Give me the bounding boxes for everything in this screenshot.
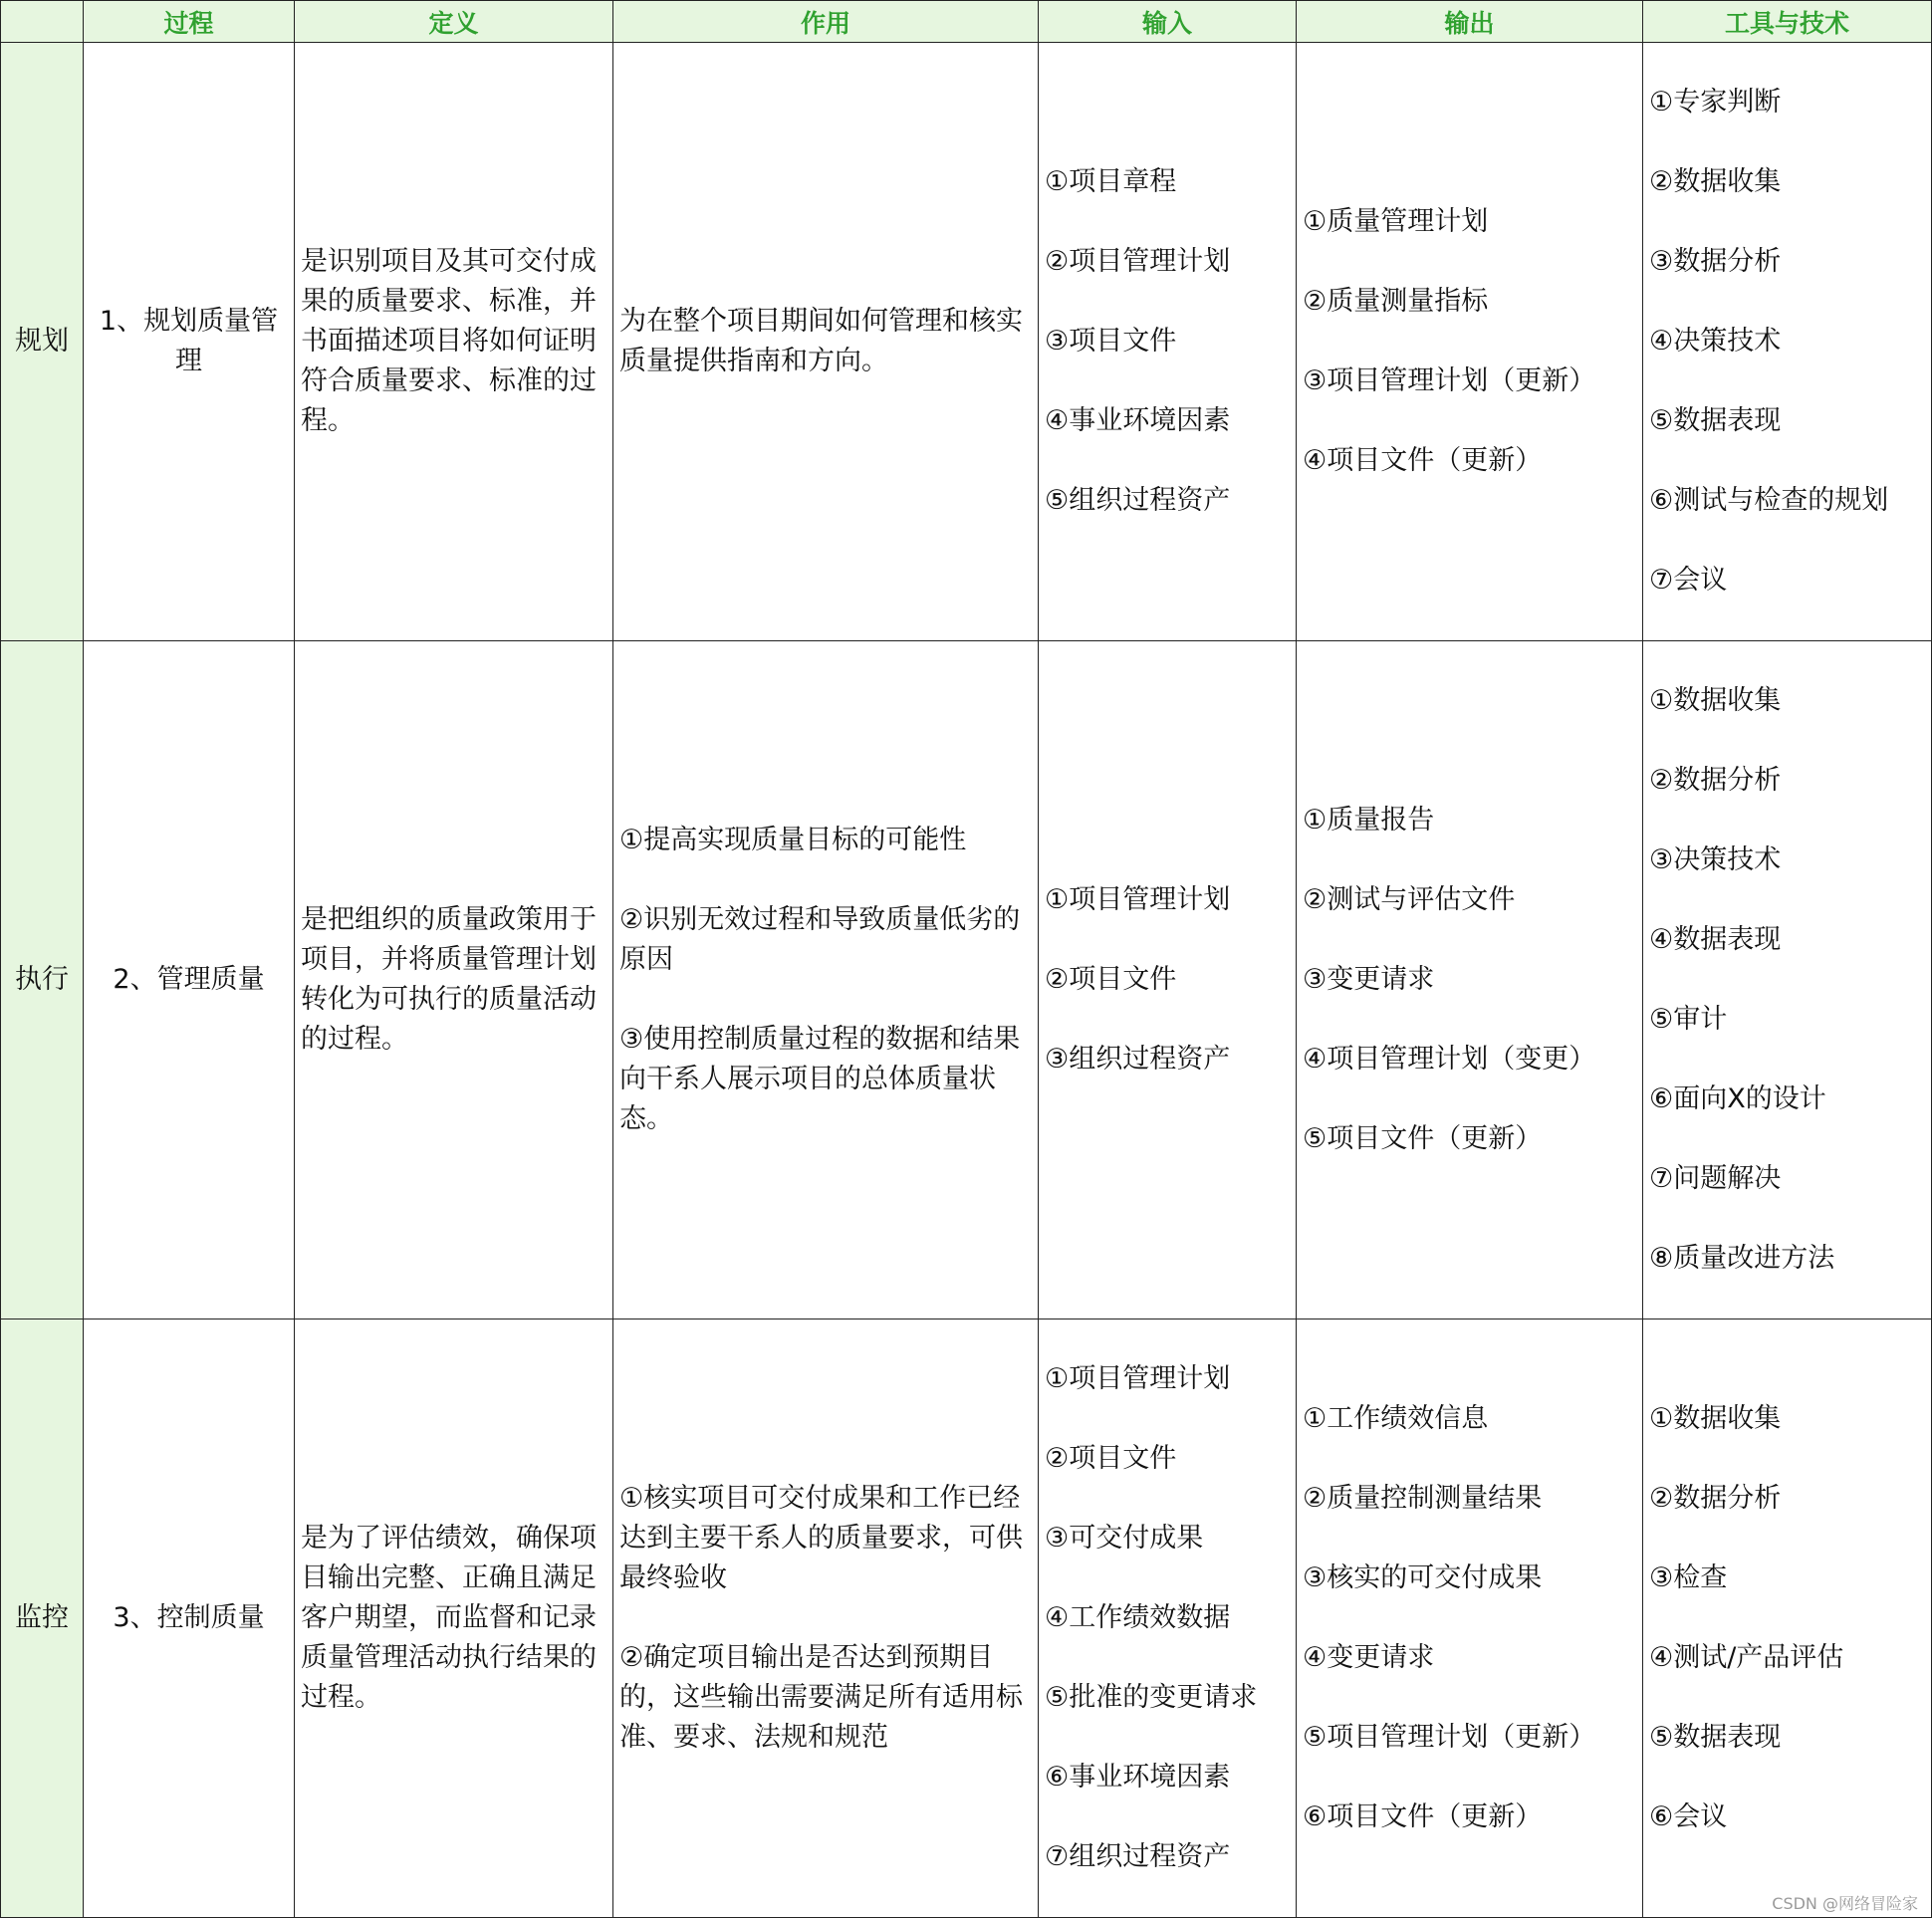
inputs-cell (1039, 43, 1297, 641)
table-row (1, 641, 1932, 1319)
outputs-cell (1297, 641, 1643, 1319)
list-item: ①质量管理计划 (1303, 206, 1489, 237)
list-item: ④项目文件（更新） (1303, 445, 1543, 476)
list-item: ⑥会议 (1649, 1801, 1728, 1832)
list-item: ⑥项目文件（更新） (1303, 1801, 1543, 1832)
list-item: ⑤审计 (1649, 1004, 1728, 1035)
list-item: ④数据表现 (1649, 924, 1782, 955)
list-item: ②项目文件 (1045, 1443, 1177, 1474)
header-inputs: 输入 (1039, 1, 1297, 43)
list-item: ②识别无效过程和导致质量低劣的原因 (619, 904, 1021, 975)
definition-cell: 是识别项目及其可交付成果的质量要求、标准，并书面描述项目将如何证明符合质量要求、标准的过程。 (295, 43, 613, 641)
list-item: ③变更请求 (1303, 964, 1435, 995)
list-item: ①项目管理计划 (1045, 1363, 1231, 1394)
list-item: ②质量控制测量结果 (1303, 1483, 1543, 1514)
role-cell (613, 641, 1039, 1319)
list-item: ③可交付成果 (1045, 1523, 1204, 1554)
list-item: ①项目章程 (1045, 166, 1177, 197)
list-item: ⑤项目文件（更新） (1303, 1123, 1543, 1154)
list-item: ③组织过程资产 (1045, 1044, 1231, 1075)
list-item: ④工作绩效数据 (1045, 1602, 1231, 1633)
list-item: ②数据分析 (1649, 765, 1782, 796)
list-item: ③决策技术 (1649, 844, 1782, 875)
stage-cell: 监控 (1, 1319, 84, 1918)
process-cell: 1、规划质量管理 (84, 43, 295, 641)
list-item: ③数据分析 (1649, 246, 1782, 277)
list-item: ③项目文件 (1045, 326, 1177, 357)
list-item: ④变更请求 (1303, 1642, 1435, 1673)
list-item: ①项目管理计划 (1045, 884, 1231, 915)
list-item: ⑤数据表现 (1649, 1722, 1782, 1753)
list-item: ⑥事业环境因素 (1045, 1762, 1231, 1793)
list-item: ②项目文件 (1045, 964, 1177, 995)
list-item: ①核实项目可交付成果和工作已经达到主要干系人的质量要求，可供最终验收 (619, 1483, 1023, 1593)
process-cell: 3、控制质量 (84, 1319, 295, 1918)
list-item: ⑦问题解决 (1649, 1163, 1782, 1194)
list-item: ④项目管理计划（变更） (1303, 1044, 1596, 1075)
role-cell: 为在整个项目期间如何管理和核实质量提供指南和方向。 (613, 43, 1039, 641)
list-item: ②确定项目输出是否达到预期目的，这些输出需要满足所有适用标准、要求、法规和规范 (619, 1642, 1023, 1753)
header-role: 作用 (613, 1, 1039, 43)
header-outputs: 输出 (1297, 1, 1643, 43)
header-stage (1, 1, 84, 43)
header-row (1, 1, 1932, 43)
list-item: ⑤组织过程资产 (1045, 485, 1231, 516)
list-item: ①质量报告 (1303, 805, 1435, 836)
list-item: ②质量测量指标 (1303, 286, 1489, 317)
watermark: CSDN @网络冒险家 (1772, 1894, 1918, 1913)
list-item: ⑥测试与检查的规划 (1649, 485, 1889, 516)
list-item: ⑤数据表现 (1649, 405, 1782, 436)
list-item: ④事业环境因素 (1045, 405, 1231, 436)
list-item: ③核实的可交付成果 (1303, 1562, 1543, 1593)
role-cell (613, 1319, 1039, 1918)
list-item: ②数据收集 (1649, 166, 1782, 197)
list-item: ④测试/产品评估 (1649, 1642, 1844, 1673)
inputs-cell (1039, 1319, 1297, 1918)
list-item: ⑥面向X的设计 (1649, 1083, 1826, 1114)
list-item: ③检查 (1649, 1562, 1728, 1593)
header-process: 过程 (84, 1, 295, 43)
header-tools: 工具与技术 (1643, 1, 1932, 43)
list-item: ⑧质量改进方法 (1649, 1243, 1835, 1274)
definition-cell: 是把组织的质量政策用于项目，并将质量管理计划转化为可执行的质量活动的过程。 (295, 641, 613, 1319)
definition-cell: 是为了评估绩效，确保项目输出完整、正确且满足客户期望，而监督和记录质量管理活动执行结果的过程。 (295, 1319, 613, 1918)
list-item: ①专家判断 (1649, 87, 1782, 118)
outputs-cell (1297, 1319, 1643, 1918)
tools-cell (1643, 641, 1932, 1319)
list-item: ②数据分析 (1649, 1483, 1782, 1514)
outputs-cell (1297, 43, 1643, 641)
tools-cell (1643, 1319, 1932, 1918)
stage-cell: 执行 (1, 641, 84, 1319)
list-item: ③项目管理计划（更新） (1303, 365, 1596, 396)
table-row (1, 43, 1932, 641)
list-item: ①数据收集 (1649, 1403, 1782, 1434)
list-item: ①数据收集 (1649, 685, 1782, 716)
list-item: ⑤项目管理计划（更新） (1303, 1722, 1596, 1753)
list-item: ⑤批准的变更请求 (1045, 1682, 1258, 1713)
header-definition: 定义 (295, 1, 613, 43)
list-item: ①提高实现质量目标的可能性 (619, 825, 967, 855)
list-item: ②测试与评估文件 (1303, 884, 1516, 915)
list-item: ④决策技术 (1649, 326, 1782, 357)
list-item: ①工作绩效信息 (1303, 1403, 1489, 1434)
tools-cell (1643, 43, 1932, 641)
table-row (1, 1319, 1932, 1918)
list-item: ⑦组织过程资产 (1045, 1841, 1231, 1872)
inputs-cell (1039, 641, 1297, 1319)
stage-cell: 规划 (1, 43, 84, 641)
list-item: ③使用控制质量过程的数据和结果向干系人展示项目的总体质量状态。 (619, 1024, 1021, 1134)
process-cell: 2、管理质量 (84, 641, 295, 1319)
list-item: ②项目管理计划 (1045, 246, 1231, 277)
list-item: ⑦会议 (1649, 565, 1728, 596)
